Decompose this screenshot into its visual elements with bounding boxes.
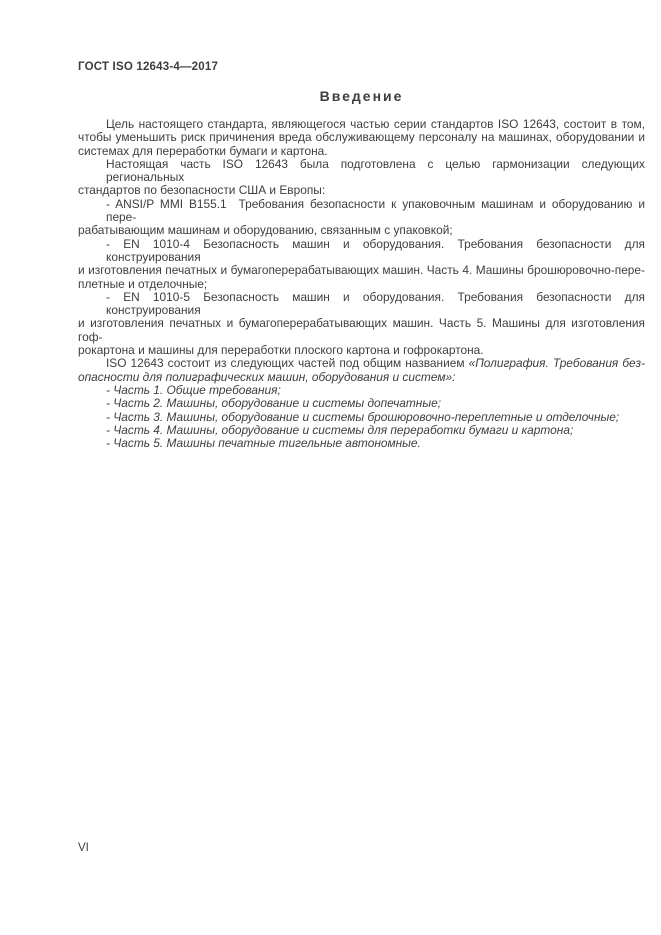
- page-number: VI: [78, 842, 89, 854]
- introduction-text: [78, 118, 645, 450]
- list-item-line: - EN 1010-5 Безопасность машин и оборудования. Требования безопасности для конструирования: [106, 289, 645, 318]
- text-italic: «Полиграфия. Требования без-: [468, 356, 645, 371]
- list-item-line: рабатывающим машинам и оборудованию, связанным с упаковкой;: [78, 223, 453, 238]
- part-list-item: - Часть 3. Машины, оборудование и системы брошюровочно-переплетные и отделочные;: [106, 409, 620, 424]
- paragraph-line: чтобы уменьшить риск причинения вреда обслуживающему персоналу на машинах, оборудовании и: [78, 130, 645, 145]
- list-item-line: - ANSI/P MMI B155.1 Требования безопасности к упаковочным машинам и оборудованию и пере-: [106, 196, 645, 225]
- list-item-line: рокартона и машины для переработки плоского картона и гофрокартона.: [78, 343, 484, 358]
- part-list-item: - Часть 1. Общие требования;: [106, 382, 281, 397]
- section-title: Введение: [319, 88, 404, 104]
- paragraph-line: [78, 357, 645, 370]
- list-item-line: - EN 1010-4 Безопасность машин и оборудования. Требования безопасности для конструирования: [106, 236, 645, 264]
- part-list-item: - Часть 5. Машины печатные тигельные автономные.: [106, 436, 421, 451]
- list-item-line: плетные и отделочные;: [78, 276, 208, 291]
- text-regular: ISO 12643 состоит из следующих частей под общим названием: [106, 356, 469, 371]
- paragraph-line: стандартов по безопасности США и Европы:: [78, 183, 326, 198]
- paragraph-line: Цель настоящего стандарта, являющегося частью серии стандартов ISO 12643, состоит в том,: [106, 117, 645, 131]
- part-list-item: - Часть 4. Машины, оборудование и системы для переработки бумаги и картона;: [106, 422, 574, 437]
- list-item-line: и изготовления печатных и бумагоперерабатывающих машин. Часть 5. Машины для изготовления гоф-: [78, 316, 645, 344]
- paragraph-line: опасности для полиграфических машин, оборудования и систем»:: [78, 369, 456, 384]
- list-item-line: и изготовления печатных и бумагоперерабатывающих машин. Часть 4. Машины брошюровочно-пере-: [78, 263, 645, 278]
- paragraph-line: системах для переработки бумаги и картона.: [78, 143, 328, 158]
- document-code-header: ГОСТ ISO 12643-4—2017: [78, 61, 219, 73]
- paragraph-line: Настоящая часть ISO 12643 была подготовлена с целью гармонизации следующих региональных: [106, 156, 645, 185]
- part-list-item: - Часть 2. Машины, оборудование и системы допечатные;: [106, 396, 442, 411]
